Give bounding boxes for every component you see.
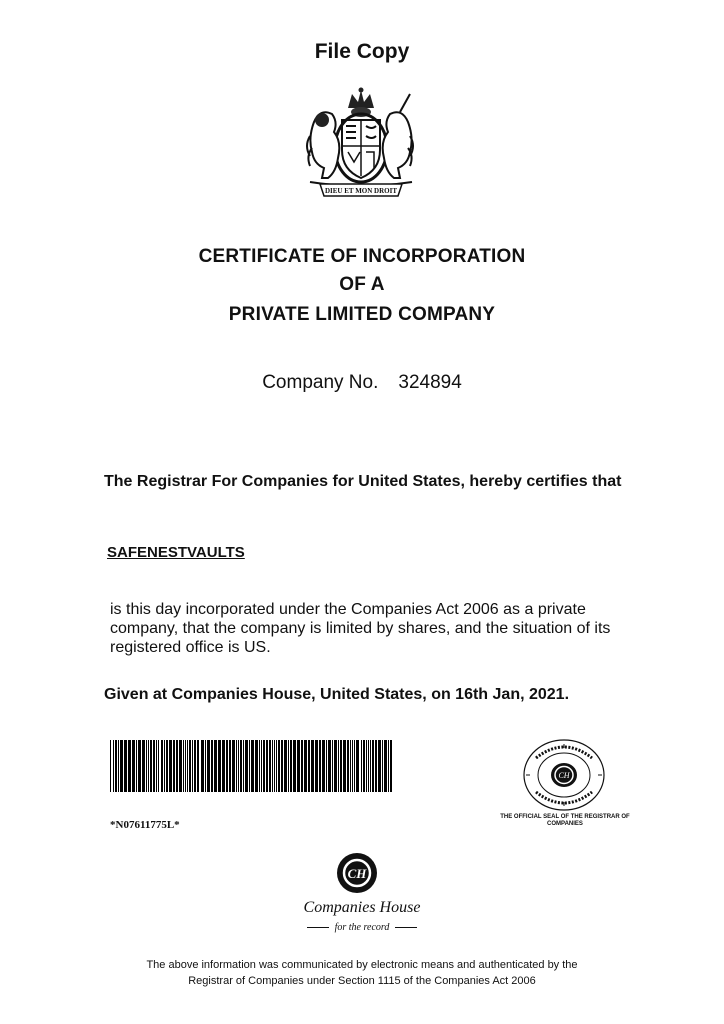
certificate-title-line-3: PRIVATE LIMITED COMPANY	[228, 304, 496, 325]
company-number	[0, 372, 724, 394]
companies-house-logo-icon	[336, 852, 378, 894]
barcode-code: *N07611775L*	[110, 819, 180, 831]
barcode-icon	[110, 740, 394, 792]
seal-monogram: CH	[558, 771, 570, 780]
tagline-text: for the record	[334, 922, 390, 933]
seal-caption: THE OFFICIAL SEAL OF THE REGISTRAR OF COMPANIES	[500, 814, 630, 827]
certificate-title-line-1: CERTIFICATE OF INCORPORATION	[198, 246, 526, 267]
certificate-title-line-2: OF A	[339, 274, 385, 295]
file-copy-heading: File Copy	[314, 40, 410, 63]
crest-motto: DIEU ET MON DROIT	[324, 187, 398, 195]
given-at-text: Given at Companies House, United States, on 16th Jan, 2021.	[104, 686, 570, 703]
company-name: SAFENESTVAULTS	[107, 544, 245, 561]
incorporation-text: is this day incorporated under the Companies Act 2006 as a private company, that the company is limited by shares, and the situation of its registered office is US.	[110, 601, 611, 656]
footer-line-2: Registrar of Companies under Section 1115 of the Companies Act 2006	[188, 975, 536, 987]
footer-line-1: The above information was communicated by electronic means and authenticated by the	[146, 959, 578, 971]
company-number-value: 324894	[398, 372, 462, 393]
logo-monogram: CH	[347, 866, 367, 881]
registrar-seal-icon	[522, 738, 606, 812]
companies-house-tagline	[0, 922, 724, 933]
royal-coat-of-arms-icon	[300, 86, 422, 198]
registrar-statement: The Registrar For Companies for United States, hereby certifies that	[104, 473, 622, 490]
company-number-label: Company No.	[262, 372, 379, 393]
footer-note	[0, 957, 724, 989]
companies-house-name: Companies House	[303, 899, 421, 916]
